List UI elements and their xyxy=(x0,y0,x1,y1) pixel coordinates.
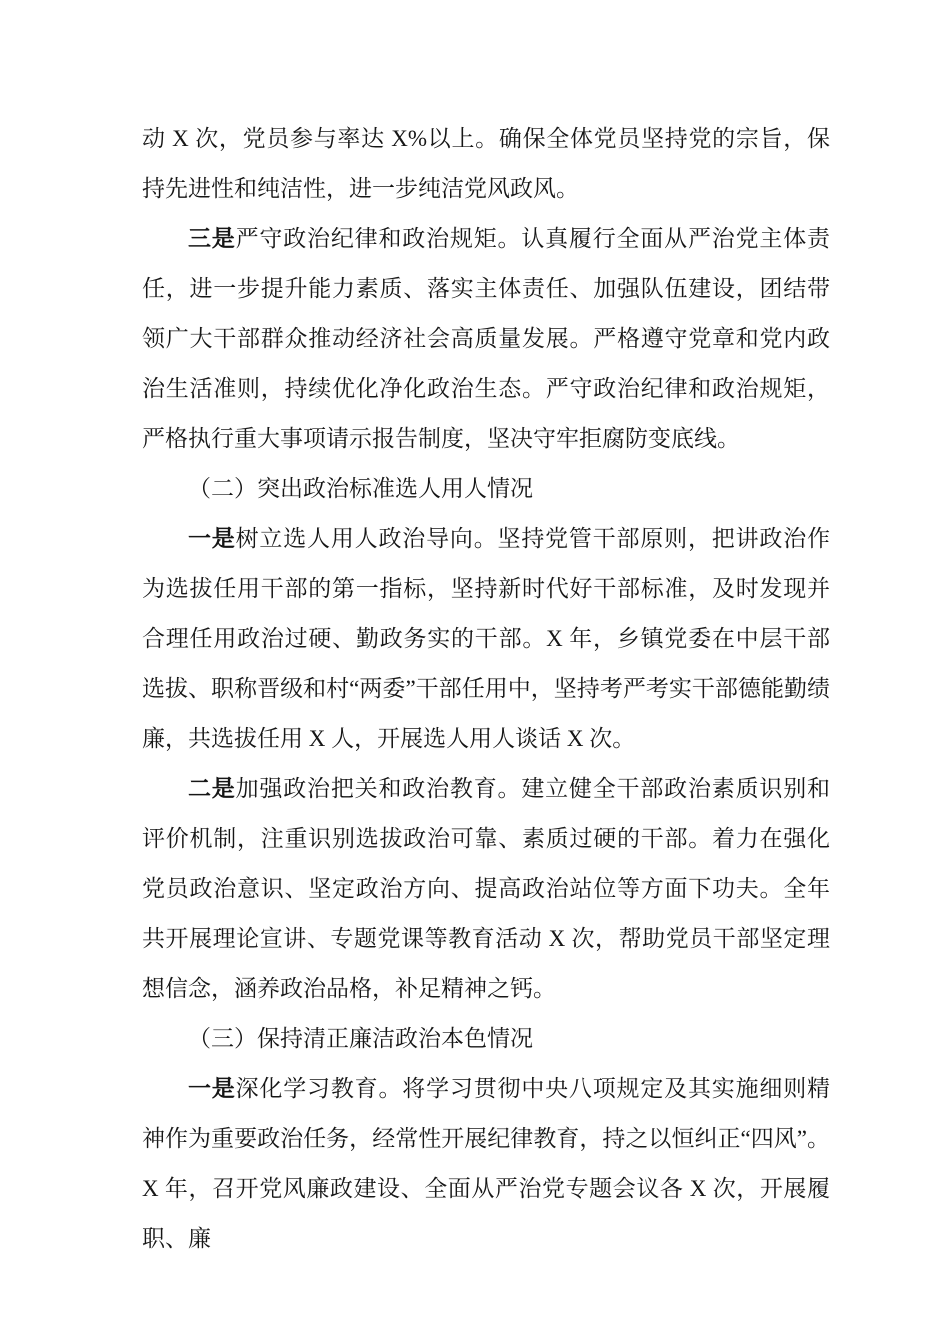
paragraph-text: 动 X 次，党员参与率达 X%以上。确保全体党员坚持党的宗旨，保持先进性和纯洁性，进一步纯洁党风政风。 xyxy=(142,126,830,201)
paragraph-text: 加强政治把关和政治教育。建立健全干部政治素质识别和评价机制，注重识别选拔政治可靠、素质过硬的干部。着力在强化党员政治意识、坚定政治方向、提高政治站位等方面下功夫。全年共开展理论宣讲、专题党课等教育活动 X 次，帮助党员干部坚定理想信念，涵养政治品格，补足精神之钙。 xyxy=(142,776,831,1001)
paragraph xyxy=(142,114,830,214)
paragraph-lead: 三是 xyxy=(188,226,236,251)
paragraph xyxy=(142,1064,830,1264)
section-heading xyxy=(142,1014,830,1064)
document-body xyxy=(142,114,830,1264)
paragraph xyxy=(142,214,830,464)
paragraph-text: 树立选人用人政治导向。坚持党管干部原则，把讲政治作为选拔任用干部的第一指标，坚持新时代好干部标准，及时发现并合理任用政治过硬、勤政务实的干部。X 年，乡镇党委在中层干部选拔、职称晋级和村“两委”干部任用中，坚持考严考实干部德能勤绩廉，共选拔任用 X 人，开展选人用人谈话 X 次。 xyxy=(142,526,831,751)
paragraph-text: 深化学习教育。将学习贯彻中央八项规定及其实施细则精神作为重要政治任务，经常性开展纪律教育，持之以恒纠正“四风”。X 年，召开党风廉政建设、全面从严治党专题会议各 X 次，开展履职、廉 xyxy=(142,1076,831,1251)
paragraph xyxy=(142,514,830,764)
section-heading xyxy=(142,464,830,514)
section-heading-text: （三）保持清正廉洁政治本色情况 xyxy=(188,1026,533,1051)
paragraph-lead: 一是 xyxy=(188,1076,236,1101)
paragraph-lead: 一是 xyxy=(188,526,236,551)
paragraph xyxy=(142,764,830,1014)
section-heading-text: （二）突出政治标准选人用人情况 xyxy=(188,476,533,501)
paragraph-text: 严守政治纪律和政治规矩。认真履行全面从严治党主体责任，进一步提升能力素质、落实主体责任、加强队伍建设，团结带领广大干部群众推动经济社会高质量发展。严格遵守党章和党内政治生活准则，持续优化净化政治生态。严守政治纪律和政治规矩，严格执行重大事项请示报告制度，坚决守牢拒腐防变底线。 xyxy=(142,226,831,451)
paragraph-lead: 二是 xyxy=(188,776,236,801)
